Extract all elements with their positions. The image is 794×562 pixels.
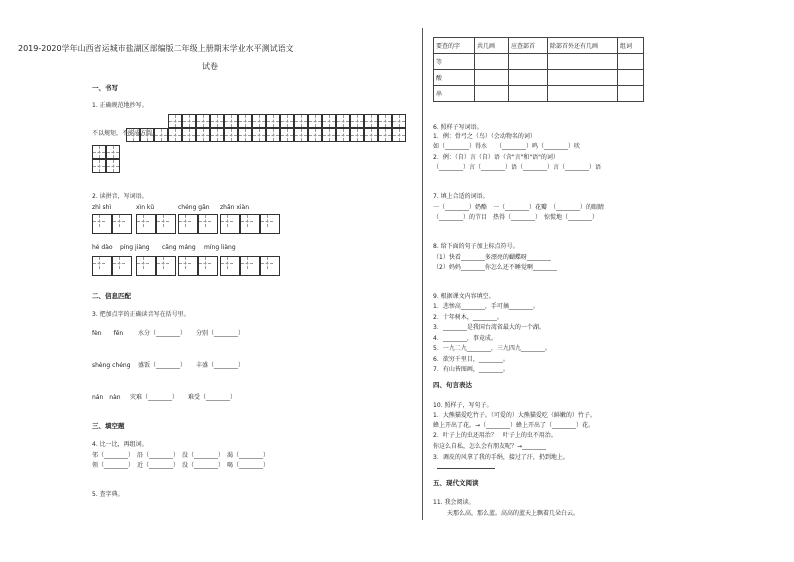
question-3: 3. 把加点字的正确读音写在括号里。 — [92, 311, 190, 318]
writing-cell[interactable] — [198, 256, 218, 276]
writing-cell[interactable] — [294, 128, 308, 142]
table-cell[interactable] — [548, 86, 618, 102]
question-5: 5. 查字典。 — [92, 491, 124, 498]
q6-line-2[interactable]: 如（________）得水 （________）鸣（________）吠 — [433, 143, 581, 150]
writing-cell[interactable] — [224, 114, 238, 128]
writing-cell[interactable] — [136, 256, 156, 276]
q4-row-1[interactable]: 邻（________） 沿（________） 没（________） 渴（________） — [92, 452, 270, 459]
writing-cell[interactable] — [280, 128, 294, 142]
answer-line[interactable] — [437, 468, 495, 469]
table-cell[interactable] — [618, 54, 644, 70]
writing-cell[interactable] — [92, 256, 112, 276]
writing-cell[interactable] — [238, 114, 252, 128]
q10-line-4[interactable]: 你这么自私，怎么会有朋友呢？→________ — [433, 443, 547, 450]
writing-cell[interactable] — [198, 214, 218, 234]
pinyin-7: cāng máng — [162, 244, 196, 251]
q6-line-4[interactable]: （________）言（________）语（________）言（________）语 — [433, 164, 602, 171]
writing-cell[interactable] — [126, 128, 140, 142]
writing-cell[interactable] — [182, 128, 196, 142]
writing-cell[interactable] — [260, 256, 280, 276]
writing-cell[interactable] — [252, 128, 266, 142]
q6-line-1: 1．例：骨弓之（鸟）（会动物名的词） — [433, 133, 536, 140]
q9-line-4[interactable]: 4．________，事竟成。 — [433, 335, 497, 342]
writing-cell[interactable] — [112, 214, 132, 234]
writing-cell[interactable] — [308, 128, 322, 142]
table-cell[interactable] — [548, 54, 618, 70]
q9-line-5[interactable]: 5．一九二九________，三九四九________。 — [433, 345, 551, 352]
q3-item-1a[interactable]: 水分（________） — [138, 330, 187, 337]
pinyin-8: míng liàng — [204, 244, 236, 251]
writing-cell[interactable] — [156, 214, 176, 234]
table-row[interactable] — [434, 70, 644, 86]
q11-passage: 天那么高，那么蓝。高高的蓝天上飘着几朵白云。 — [447, 510, 580, 517]
writing-cell[interactable] — [392, 114, 406, 128]
q10-line-5: 3．调皮的风拿了我的手绢，接过了汗，扔到地上。 — [433, 454, 569, 461]
writing-cell[interactable] — [224, 128, 238, 142]
table-cell[interactable] — [475, 86, 509, 102]
q7-line-1[interactable]: 一（________）奶酪 一（________）花瓣 （________）的眼睛 — [433, 204, 605, 211]
q3-item-2b[interactable]: 丰盛（________） — [196, 362, 245, 369]
q3-pinyin-2: shèng chéng — [92, 362, 131, 369]
question-1: 1. 正确规范地抄写。 — [92, 102, 148, 109]
question-1-text: 不以规矩，不能成方圆。 — [92, 130, 159, 137]
q3-item-3a[interactable]: 灾难（________） — [130, 394, 179, 401]
writing-cell[interactable] — [106, 145, 120, 159]
pinyin-6: píng jiàng — [120, 244, 150, 251]
question-11: 11. 我会阅读。 — [433, 499, 475, 506]
question-8: 8. 给下面的句子加上标点符号。 — [433, 243, 519, 250]
table-header: 要查的字 — [434, 38, 475, 54]
table-cell-char: 等 — [434, 54, 475, 70]
writing-cell[interactable] — [210, 128, 224, 142]
writing-cell[interactable] — [322, 114, 336, 128]
table-cell[interactable] — [475, 54, 509, 70]
writing-cell[interactable] — [280, 114, 294, 128]
pinyin-2: xìn kǔ — [136, 204, 155, 211]
question-2: 2. 读拼音，写词语。 — [92, 193, 148, 200]
writing-cell[interactable] — [266, 114, 280, 128]
table-header: 除部首外还有几画 — [548, 38, 618, 54]
section-matching: 二、信息匹配 — [92, 292, 131, 300]
writing-cell[interactable] — [266, 128, 280, 142]
q8-line-1[interactable]: （1）快看________多漂亮的蝴蝶呀________ — [433, 254, 551, 261]
column-divider — [422, 28, 423, 520]
q8-line-2[interactable]: （2）妈妈________你怎么还不睡觉啊________ — [433, 264, 557, 271]
writing-cell[interactable] — [238, 128, 252, 142]
writing-cell[interactable] — [378, 128, 392, 142]
table-cell[interactable] — [618, 70, 644, 86]
q10-line-2[interactable]: 蜂上开出了花。→（________）蜂上开出了（________）花。 — [433, 422, 595, 429]
table-header-row — [434, 38, 644, 54]
q3-item-2a[interactable]: 盛饭（________） — [138, 362, 187, 369]
question-6: 6. 照样子写词语。 — [433, 124, 483, 131]
q9-line-7[interactable]: 7．有山皆图画，________。 — [433, 366, 509, 373]
q7-line-2[interactable]: （________）的节目 热得（________） 惊慌地（________） — [433, 214, 599, 221]
table-cell-char: 串 — [434, 86, 475, 102]
section-expression: 四、句言表达 — [433, 381, 472, 389]
pinyin-1: zhì shì — [92, 204, 112, 211]
question-9: 9. 根据课文内容填空。 — [433, 293, 495, 300]
writing-cell[interactable] — [350, 114, 364, 128]
q3-pinyin-3: nán nàn — [92, 394, 121, 401]
writing-cell[interactable] — [182, 114, 196, 128]
writing-cell[interactable] — [196, 114, 210, 128]
writing-cell[interactable] — [136, 214, 156, 234]
q3-pinyin-1: fèn fēn — [92, 330, 124, 337]
pinyin-3: chéng gān — [178, 204, 210, 211]
writing-cell[interactable] — [378, 114, 392, 128]
question-7: 7. 填上合适的词语。 — [433, 193, 489, 200]
writing-cell[interactable] — [220, 256, 240, 276]
question-4: 4. 比一比，再组词。 — [92, 441, 148, 448]
writing-cell[interactable] — [294, 114, 308, 128]
table-cell-char: 酸 — [434, 70, 475, 86]
table-cell[interactable] — [509, 70, 548, 86]
writing-cell[interactable] — [92, 159, 106, 173]
pinyin-5: hé dào — [92, 244, 113, 251]
writing-cell[interactable] — [336, 114, 350, 128]
table-row[interactable] — [434, 54, 644, 70]
table-header: 组词 — [618, 38, 644, 54]
table-row[interactable] — [434, 86, 644, 102]
question-10: 10. 照样子，写句子。 — [433, 402, 493, 409]
writing-cell[interactable] — [322, 128, 336, 142]
table-header: 应查部首 — [509, 38, 548, 54]
q9-line-1[interactable]: 1．悲惨高________，手可摘________。 — [433, 303, 539, 310]
table-header: 共几画 — [475, 38, 509, 54]
table-cell[interactable] — [618, 86, 644, 102]
writing-cell[interactable] — [106, 159, 120, 173]
dictionary-table — [433, 37, 644, 102]
q3-item-3b[interactable]: 难受（________） — [188, 394, 237, 401]
writing-cell[interactable] — [336, 128, 350, 142]
writing-cell[interactable] — [252, 114, 266, 128]
writing-cell[interactable] — [308, 114, 322, 128]
table-cell[interactable] — [548, 70, 618, 86]
writing-cell[interactable] — [178, 214, 198, 234]
pinyin-4: zhǎn xiàn — [220, 204, 250, 211]
writing-cell[interactable] — [350, 128, 364, 142]
table-cell[interactable] — [509, 54, 548, 70]
writing-cell[interactable] — [364, 114, 378, 128]
writing-cell[interactable] — [392, 128, 406, 142]
exam-title-line2: 试卷 — [202, 62, 218, 71]
section-writing: 一、书写 — [92, 84, 118, 92]
writing-cell[interactable] — [260, 214, 280, 234]
writing-cell[interactable] — [156, 256, 176, 276]
writing-cell[interactable] — [178, 256, 198, 276]
q9-line-3[interactable]: 3．________是我国台湾省最大的一个湖。 — [433, 324, 545, 331]
writing-cell[interactable] — [168, 114, 182, 128]
writing-cell[interactable] — [210, 114, 224, 128]
q10-line-1: 1．大熊猫爱吃竹子。（可爱的）大熊猫爱吃（鲜嫩的）竹子。 — [433, 412, 596, 419]
writing-cell[interactable] — [168, 128, 182, 142]
writing-cell[interactable] — [92, 214, 112, 234]
writing-cell[interactable] — [112, 256, 132, 276]
writing-cell[interactable] — [220, 214, 240, 234]
writing-cell[interactable] — [154, 128, 168, 142]
q10-line-3: 2．叶子上的虫还用治？ 叶子上的虫不用治。 — [433, 432, 557, 439]
q9-line-2[interactable]: 2．十年树木，________。 — [433, 314, 503, 321]
q9-line-6[interactable]: 6．欲穷千里目，________。 — [433, 356, 509, 363]
writing-cell[interactable] — [92, 145, 106, 159]
table-cell[interactable] — [509, 86, 548, 102]
writing-cell[interactable] — [240, 256, 260, 276]
exam-title-line1: 2019-2020学年山西省运城市盐湖区部编版二年级上册期末学业水平测试语文 — [18, 44, 294, 53]
section-reading: 五、现代文阅读 — [433, 479, 479, 487]
q4-row-2[interactable]: 领（________） 近（________） 没（________） 喝（________） — [92, 462, 270, 469]
table-cell[interactable] — [475, 70, 509, 86]
writing-cell[interactable] — [364, 128, 378, 142]
writing-cell[interactable] — [240, 214, 260, 234]
writing-cell[interactable] — [140, 128, 154, 142]
q6-line-3: 2．例：（自）言（自）语（含"言"和"语"的词） — [433, 154, 559, 161]
q3-item-1b[interactable]: 分别（________） — [196, 330, 245, 337]
section-fill-blank: 三、填空题 — [92, 422, 125, 430]
writing-cell[interactable] — [196, 128, 210, 142]
